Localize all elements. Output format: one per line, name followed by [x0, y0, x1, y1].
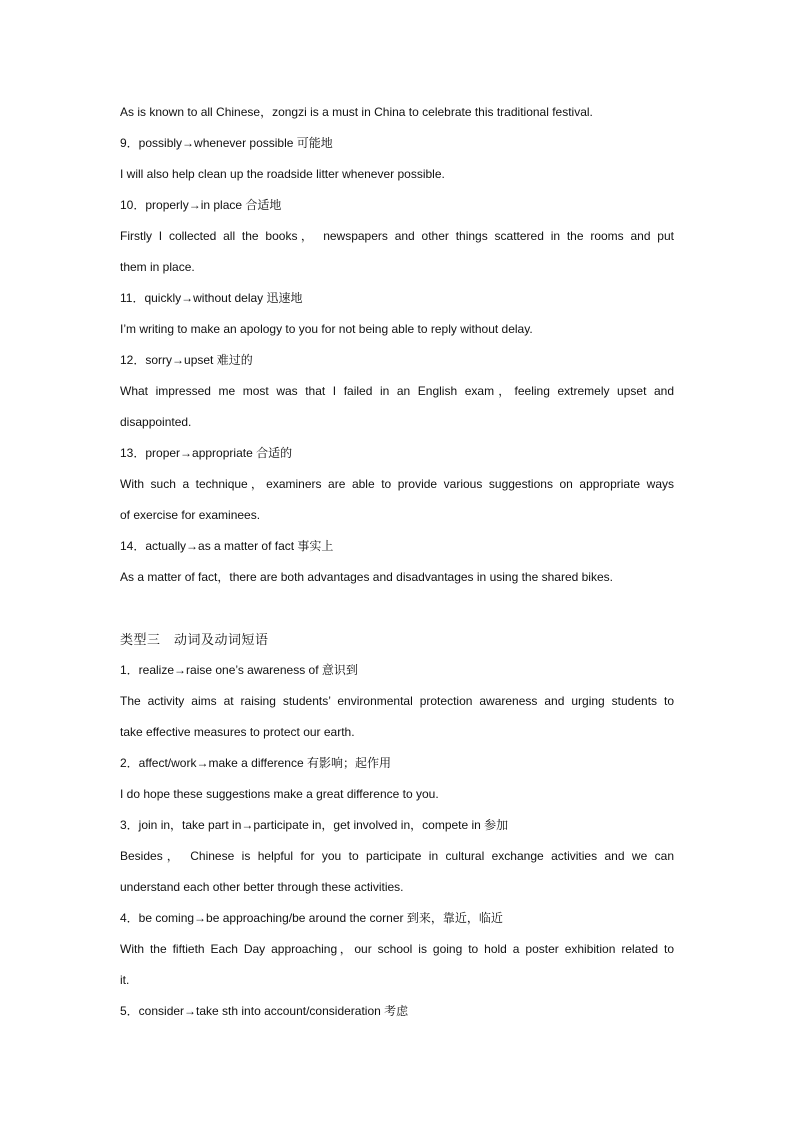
vocab-item-10: 10．properly→in place 合适地: [120, 198, 282, 212]
vocab-item-9: 9．possibly→whenever possible 可能地: [120, 136, 333, 150]
example-sentence-examiners-line-1: With such a technique，examiners are able to provide various suggestions on appropriate ways: [120, 477, 674, 491]
section-title-type-3: 类型三 动词及动词短语: [120, 632, 269, 647]
example-sentence-examiners: [120, 469, 674, 531]
example-sentence-chinese-line-1: Besides， Chinese is helpful for you to participate in cultural exchange activities and we can: [120, 849, 674, 863]
example-sentence-poster-line-1: With the fiftieth Each Day approaching，our school is going to hold a poster exhibition related to: [120, 942, 674, 956]
example-sentence-activity-line-2: take effective measures to protect our earth.: [120, 725, 355, 739]
verb-item-3: 3．join in，take part in→participate in，get involved in，compete in 参加: [120, 818, 509, 832]
example-sentence-poster: [120, 934, 674, 996]
verb-item-1: 1．realize→raise one’s awareness of 意识到: [120, 663, 358, 677]
example-sentence-books: [120, 221, 674, 283]
vocab-item-11: 11．quickly→without delay 迅速地: [120, 291, 303, 305]
example-sentence-litter: I will also help clean up the roadside litter whenever possible.: [120, 167, 445, 181]
example-sentence-bikes: As a matter of fact，there are both advantages and disadvantages in using the shared bikes.: [120, 570, 613, 584]
example-sentence-examiners-line-2: of exercise for examinees.: [120, 508, 261, 522]
example-sentence-zongzi: As is known to all Chinese，zongzi is a must in China to celebrate this traditional festival.: [120, 105, 593, 119]
example-sentence-chinese-line-2: understand each other better through these activities.: [120, 880, 404, 894]
example-sentence-chinese: [120, 841, 674, 903]
example-sentence-suggestions: I do hope these suggestions make a great difference to you.: [120, 787, 439, 801]
verb-item-4: 4．be coming→be approaching/be around the corner 到来，靠近，临近: [120, 911, 503, 925]
example-sentence-upset: [120, 376, 674, 438]
example-sentence-apology: I’m writing to make an apology to you for not being able to reply without delay.: [120, 322, 533, 336]
document-page: [120, 97, 674, 1027]
example-sentence-activity-line-1: The activity aims at raising students’ environmental protection awareness and urging students to: [120, 694, 674, 708]
vocab-item-13: 13．proper→appropriate 合适的: [120, 446, 293, 460]
example-sentence-upset-line-2: disappointed.: [120, 415, 192, 429]
verb-item-5: 5．consider→take sth into account/consideration 考虑: [120, 1004, 409, 1018]
example-sentence-upset-line-1: What impressed me most was that I failed in an English exam，feeling extremely upset and: [120, 384, 674, 398]
example-sentence-activity: [120, 686, 674, 748]
example-sentence-books-line-2: them in place.: [120, 260, 195, 274]
vocab-item-12: 12．sorry→upset 难过的: [120, 353, 253, 367]
verb-item-2: 2．affect/work→make a difference 有影响；起作用: [120, 756, 391, 770]
section-spacer: [120, 593, 674, 624]
example-sentence-books-line-1: Firstly I collected all the books， newspapers and other things scattered in the rooms and put: [120, 229, 674, 243]
vocab-item-14: 14．actually→as a matter of fact 事实上: [120, 539, 334, 553]
example-sentence-poster-line-2: it.: [120, 973, 130, 987]
